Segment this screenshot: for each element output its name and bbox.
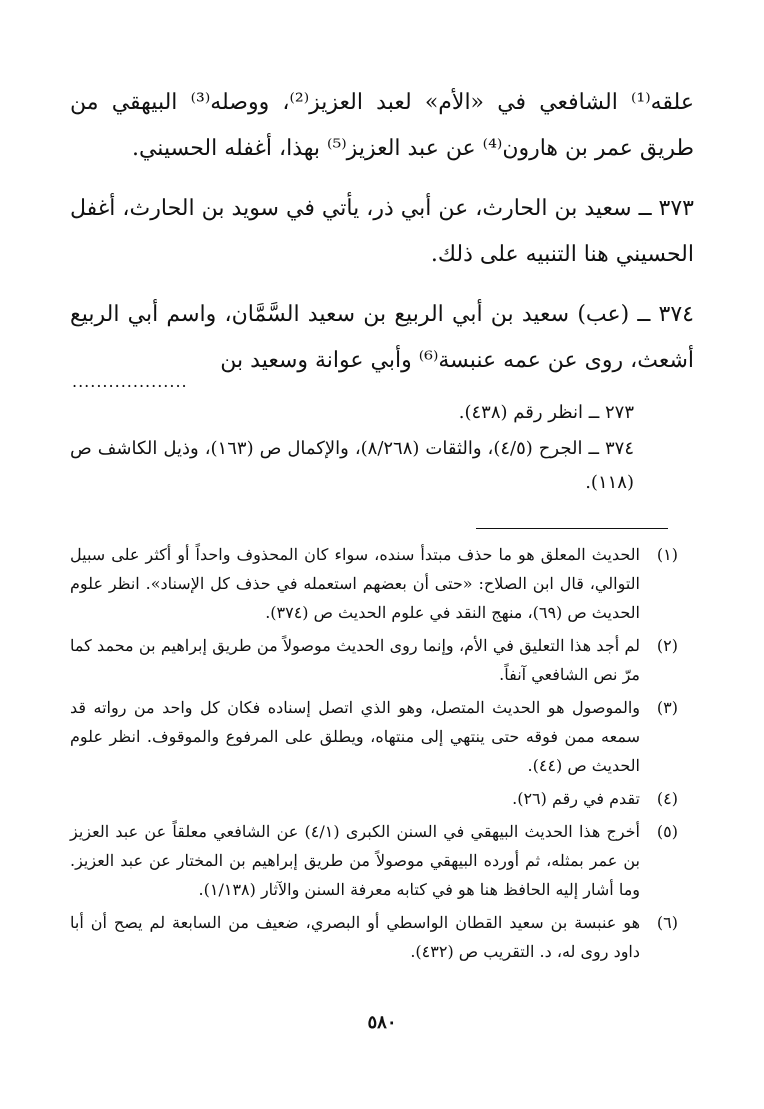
footnote-text: هو عنبسة بن سعيد القطان الواسطي أو البصري، ضعيف من السابعة لم يصح أن أبا داود روى له، د. التقريب ص (٤٣٢). bbox=[70, 913, 640, 961]
footnote-divider bbox=[476, 528, 668, 529]
footnote-text: الحديث المعلق هو ما حذف مبتدأ سنده، سواء كان المحذوف واحداً أو أكثر على سبيل التوالي، قال ابن الصلاح: «حتى أن بعضهم استعمله في حذف كل الإسناد». انظر علوم الحديث ص (٦٩)، منهج النقد في علوم الحديث ص (٣٧٤). bbox=[70, 545, 640, 622]
footnote bbox=[70, 540, 678, 627]
footnote-number: (٥) bbox=[656, 822, 678, 841]
main-paragraph: ٣٧٣ ــ سعيد بن الحارث، عن أبي ذر، يأتي في سويد بن الحارث، أغفل الحسيني هنا التنبيه على ذلك. bbox=[70, 196, 694, 267]
reference-entry: ٣٧٤ ــ الجرح (٤/٥)، والثقات (٨/٢٦٨)، والإكمال ص (١٦٣)، وذيل الكاشف ص (١١٨). bbox=[70, 438, 635, 493]
footnote-number: (٢) bbox=[656, 636, 678, 655]
footnote-number: (١) bbox=[656, 545, 678, 564]
main-paragraph: ٣٧٤ ــ (عب) سعيد بن أبي الربيع بن سعيد السَّمَّان، واسم أبي الربيع أشعث، روى عن عمه عنبسة⁽⁶⁾ وأبي عوانة وسعيد بن bbox=[70, 302, 694, 373]
footnote bbox=[70, 784, 678, 813]
footnote-text: لم أجد هذا التعليق في الأم، وإنما روى الحديث موصولاً من طريق إبراهيم بن محمد كما مرّ نص الشافعي آنفاً. bbox=[70, 636, 640, 684]
footnote-number: (٤) bbox=[656, 789, 678, 808]
footnote bbox=[70, 693, 678, 780]
references-block bbox=[70, 396, 634, 502]
footnote-number: (٣) bbox=[656, 698, 678, 717]
main-paragraph: علقه⁽¹⁾ الشافعي في «الأم» لعبد العزيز⁽²⁾، ووصله⁽³⁾ البيهقي من طريق عمر بن هارون⁽⁴⁾ عن عبد العزيز⁽⁵⁾ بهذا، أغفله الحسيني. bbox=[70, 90, 694, 161]
dotted-separator: ................... bbox=[72, 372, 188, 391]
footnote-text: أخرج هذا الحديث البيهقي في السنن الكبرى (٤/١) عن الشافعي معلقاً عن عبد العزيز بن عمر بمثله، ثم أورده البيهقي موصولاً من طريق إبراهيم بن المختار عن عبد العزيز. وما أشار إليه الحافظ هنا هو في كتابه معرفة السنن والآثار (١/١٣٨). bbox=[70, 822, 640, 899]
footnote-number: (٦) bbox=[656, 913, 678, 932]
footnote-text: تقدم في رقم (٢٦). bbox=[512, 789, 640, 808]
page-number: ٥٨٠ bbox=[367, 1012, 397, 1033]
footnote bbox=[70, 817, 678, 904]
footnotes bbox=[70, 540, 678, 970]
footnote bbox=[70, 631, 678, 689]
main-text bbox=[70, 80, 694, 398]
reference-entry: ٢٧٣ ــ انظر رقم (٤٣٨). bbox=[458, 402, 634, 423]
footnote bbox=[70, 908, 678, 966]
footnote-text: والموصول هو الحديث المتصل، وهو الذي اتصل إسناده فكان كل واحد من رواته قد سمعه ممن فوقه حتى ينتهي إلى منتهاه، ويطلق على المرفوع والموقوف. انظر علوم الحديث ص (٤٤). bbox=[70, 698, 640, 775]
